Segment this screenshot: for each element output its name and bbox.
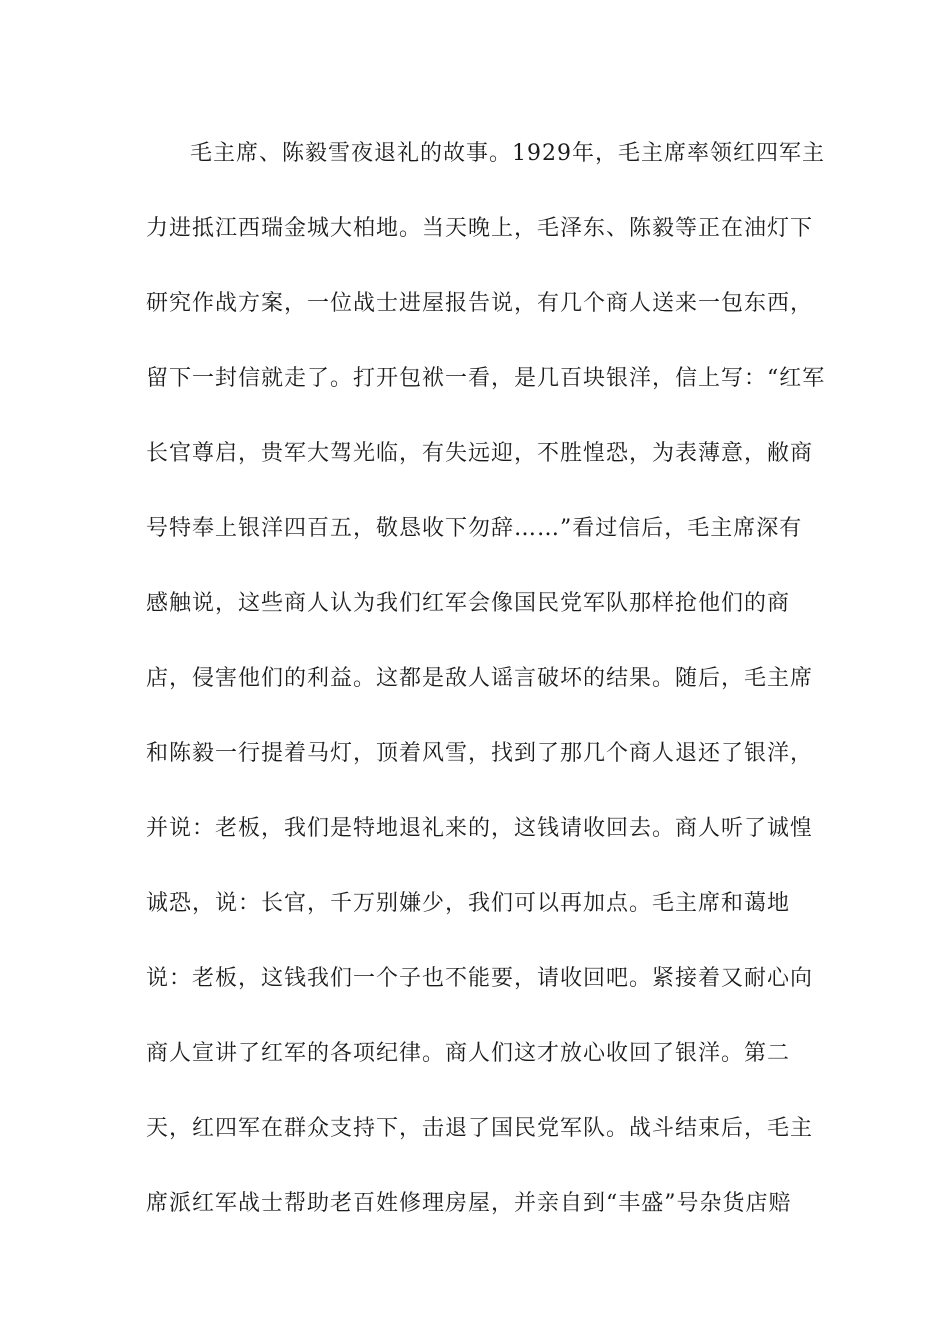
text-line: 长官尊启，贵军大驾光临，有失远迎，不胜惶恐，为表薄意，敝商 <box>146 441 814 466</box>
text-line: 诚恐，说：长官，千万别嫌少，我们可以再加点。毛主席和蔼地 <box>146 891 791 916</box>
text-line: 研究作战方案，一位战士进屋报告说，有几个商人送来一包东西， <box>146 291 814 316</box>
text-line: 留下一封信就走了。打开包袱一看，是几百块银洋，信上写：“红军 <box>146 366 826 391</box>
text-line: 号特奉上银洋四百五，敬恳收下勿辞……”看过信后，毛主席深有 <box>146 516 803 541</box>
text-line: 感触说，这些商人认为我们红军会像国民党军队那样抢他们的商 <box>146 591 791 616</box>
text-line: 说：老板，这钱我们一个子也不能要，请收回吧。紧接着又耐心向 <box>146 966 814 991</box>
text-line: 力进抵江西瑞金城大柏地。当天晚上，毛泽东、陈毅等正在油灯下 <box>146 216 814 241</box>
text-line: 席派红军战士帮助老百姓修理房屋，并亲自到“丰盛”号杂货店赔 <box>146 1191 792 1216</box>
text-line: 店，侵害他们的利益。这都是敌人谣言破坏的结果。随后，毛主席 <box>146 666 814 691</box>
text-line: 天，红四军在群众支持下，击退了国民党军队。战斗结束后，毛主 <box>146 1116 814 1141</box>
text-line: 并说：老板，我们是特地退礼来的，这钱请收回去。商人听了诚惶 <box>146 816 814 841</box>
text-line: 毛主席、陈毅雪夜退礼的故事。1929年，毛主席率领红四军主 <box>190 141 825 166</box>
text-line: 和陈毅一行提着马灯，顶着风雪，找到了那几个商人退还了银洋， <box>146 741 814 766</box>
body-paragraph <box>146 135 826 1260</box>
text-line: 商人宣讲了红军的各项纪律。商人们这才放心收回了银洋。第二 <box>146 1041 791 1066</box>
